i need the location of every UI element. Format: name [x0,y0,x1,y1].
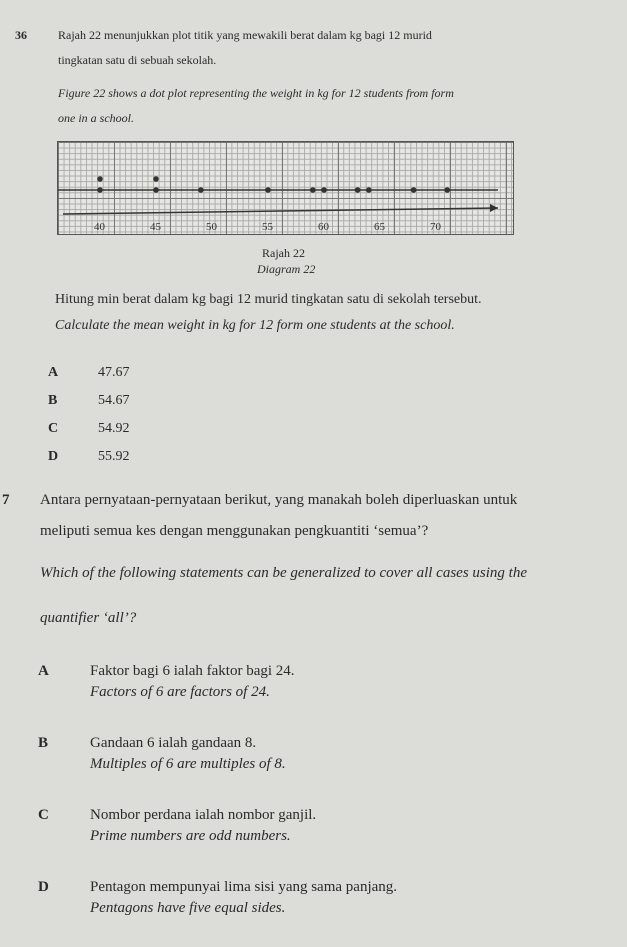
tick-label: 45 [150,221,161,233]
axis-arrow [490,204,498,212]
question-text-en: Calculate the mean weight in kg for 12 form one students at the school. [55,318,455,333]
option-text-ms: Gandaan 6 ialah gandaan 8. [90,735,257,751]
tick-label: 65 [374,221,385,233]
tick-label: 70 [430,221,441,233]
option-value: 54.92 [98,421,130,436]
option-text-en: Factors of 6 are factors of 24. [90,684,270,700]
data-dot [97,176,103,182]
option-value: 55.92 [98,449,130,464]
option-letter: D [38,879,49,895]
dot-plot [57,141,514,235]
question-text-ms: meliputi semua kes dengan menggunakan pengkuantiti ‘semua’? [40,523,429,539]
question-number: 7 [2,492,10,508]
question-text-ms: Antara pernyataan-pernyataan berikut, yang manakah boleh diperluaskan untuk [40,492,518,508]
option-letter: B [48,393,58,408]
option-letter: A [48,365,59,380]
x-axis [63,208,498,214]
data-dot [366,187,372,193]
tick-label: 40 [94,221,105,233]
option-text-en: Prime numbers are odd numbers. [90,828,291,844]
option-text-ms: Pentagon mempunyai lima sisi yang sama panjang. [90,879,398,895]
data-dot [198,187,204,193]
data-dot [97,187,103,193]
option-letter: B [38,735,49,751]
option-letter: C [38,807,49,823]
question-number: 36 [15,28,27,42]
option-letter: A [38,663,49,679]
question-text-ms: Hitung min berat dalam kg bagi 12 murid tingkatan satu di sekolah tersebut. [55,292,482,307]
question-text-en: one in a school. [58,111,134,125]
option-text-en: Multiples of 6 are multiples of 8. [90,756,286,772]
tick-label: 50 [206,221,217,233]
data-dot [153,176,159,182]
tick-label: 55 [262,221,273,233]
option-value: 47.67 [98,365,130,380]
data-dot [310,187,316,193]
data-dot [411,187,417,193]
question-text-en: Which of the following statements can be generalized to cover all cases using the [40,565,527,581]
option-value: 54.67 [98,393,130,408]
caption-ms: Rajah 22 [262,246,305,260]
option-letter: C [48,421,59,436]
question-text-en: Figure 22 shows a dot plot representing the weight in kg for 12 students from form [58,86,454,100]
question-text-en: quantifier ‘all’? [40,610,137,626]
data-dot [265,187,271,193]
option-text-ms: Faktor bagi 6 ialah faktor bagi 24. [90,663,295,679]
question-text-ms: tingkatan satu di sebuah sekolah. [58,53,217,67]
caption-en: Diagram 22 [257,262,316,276]
data-dot [355,187,361,193]
data-dot [153,187,159,193]
question-text-ms: Rajah 22 menunjukkan plot titik yang mewakili berat dalam kg bagi 12 murid [58,28,432,42]
tick-label: 60 [318,221,329,233]
option-text-ms: Nombor perdana ialah nombor ganjil. [90,807,317,823]
option-text-en: Pentagons have five equal sides. [90,900,286,916]
data-dot [321,187,327,193]
option-letter: D [48,449,59,464]
data-dot [444,187,450,193]
